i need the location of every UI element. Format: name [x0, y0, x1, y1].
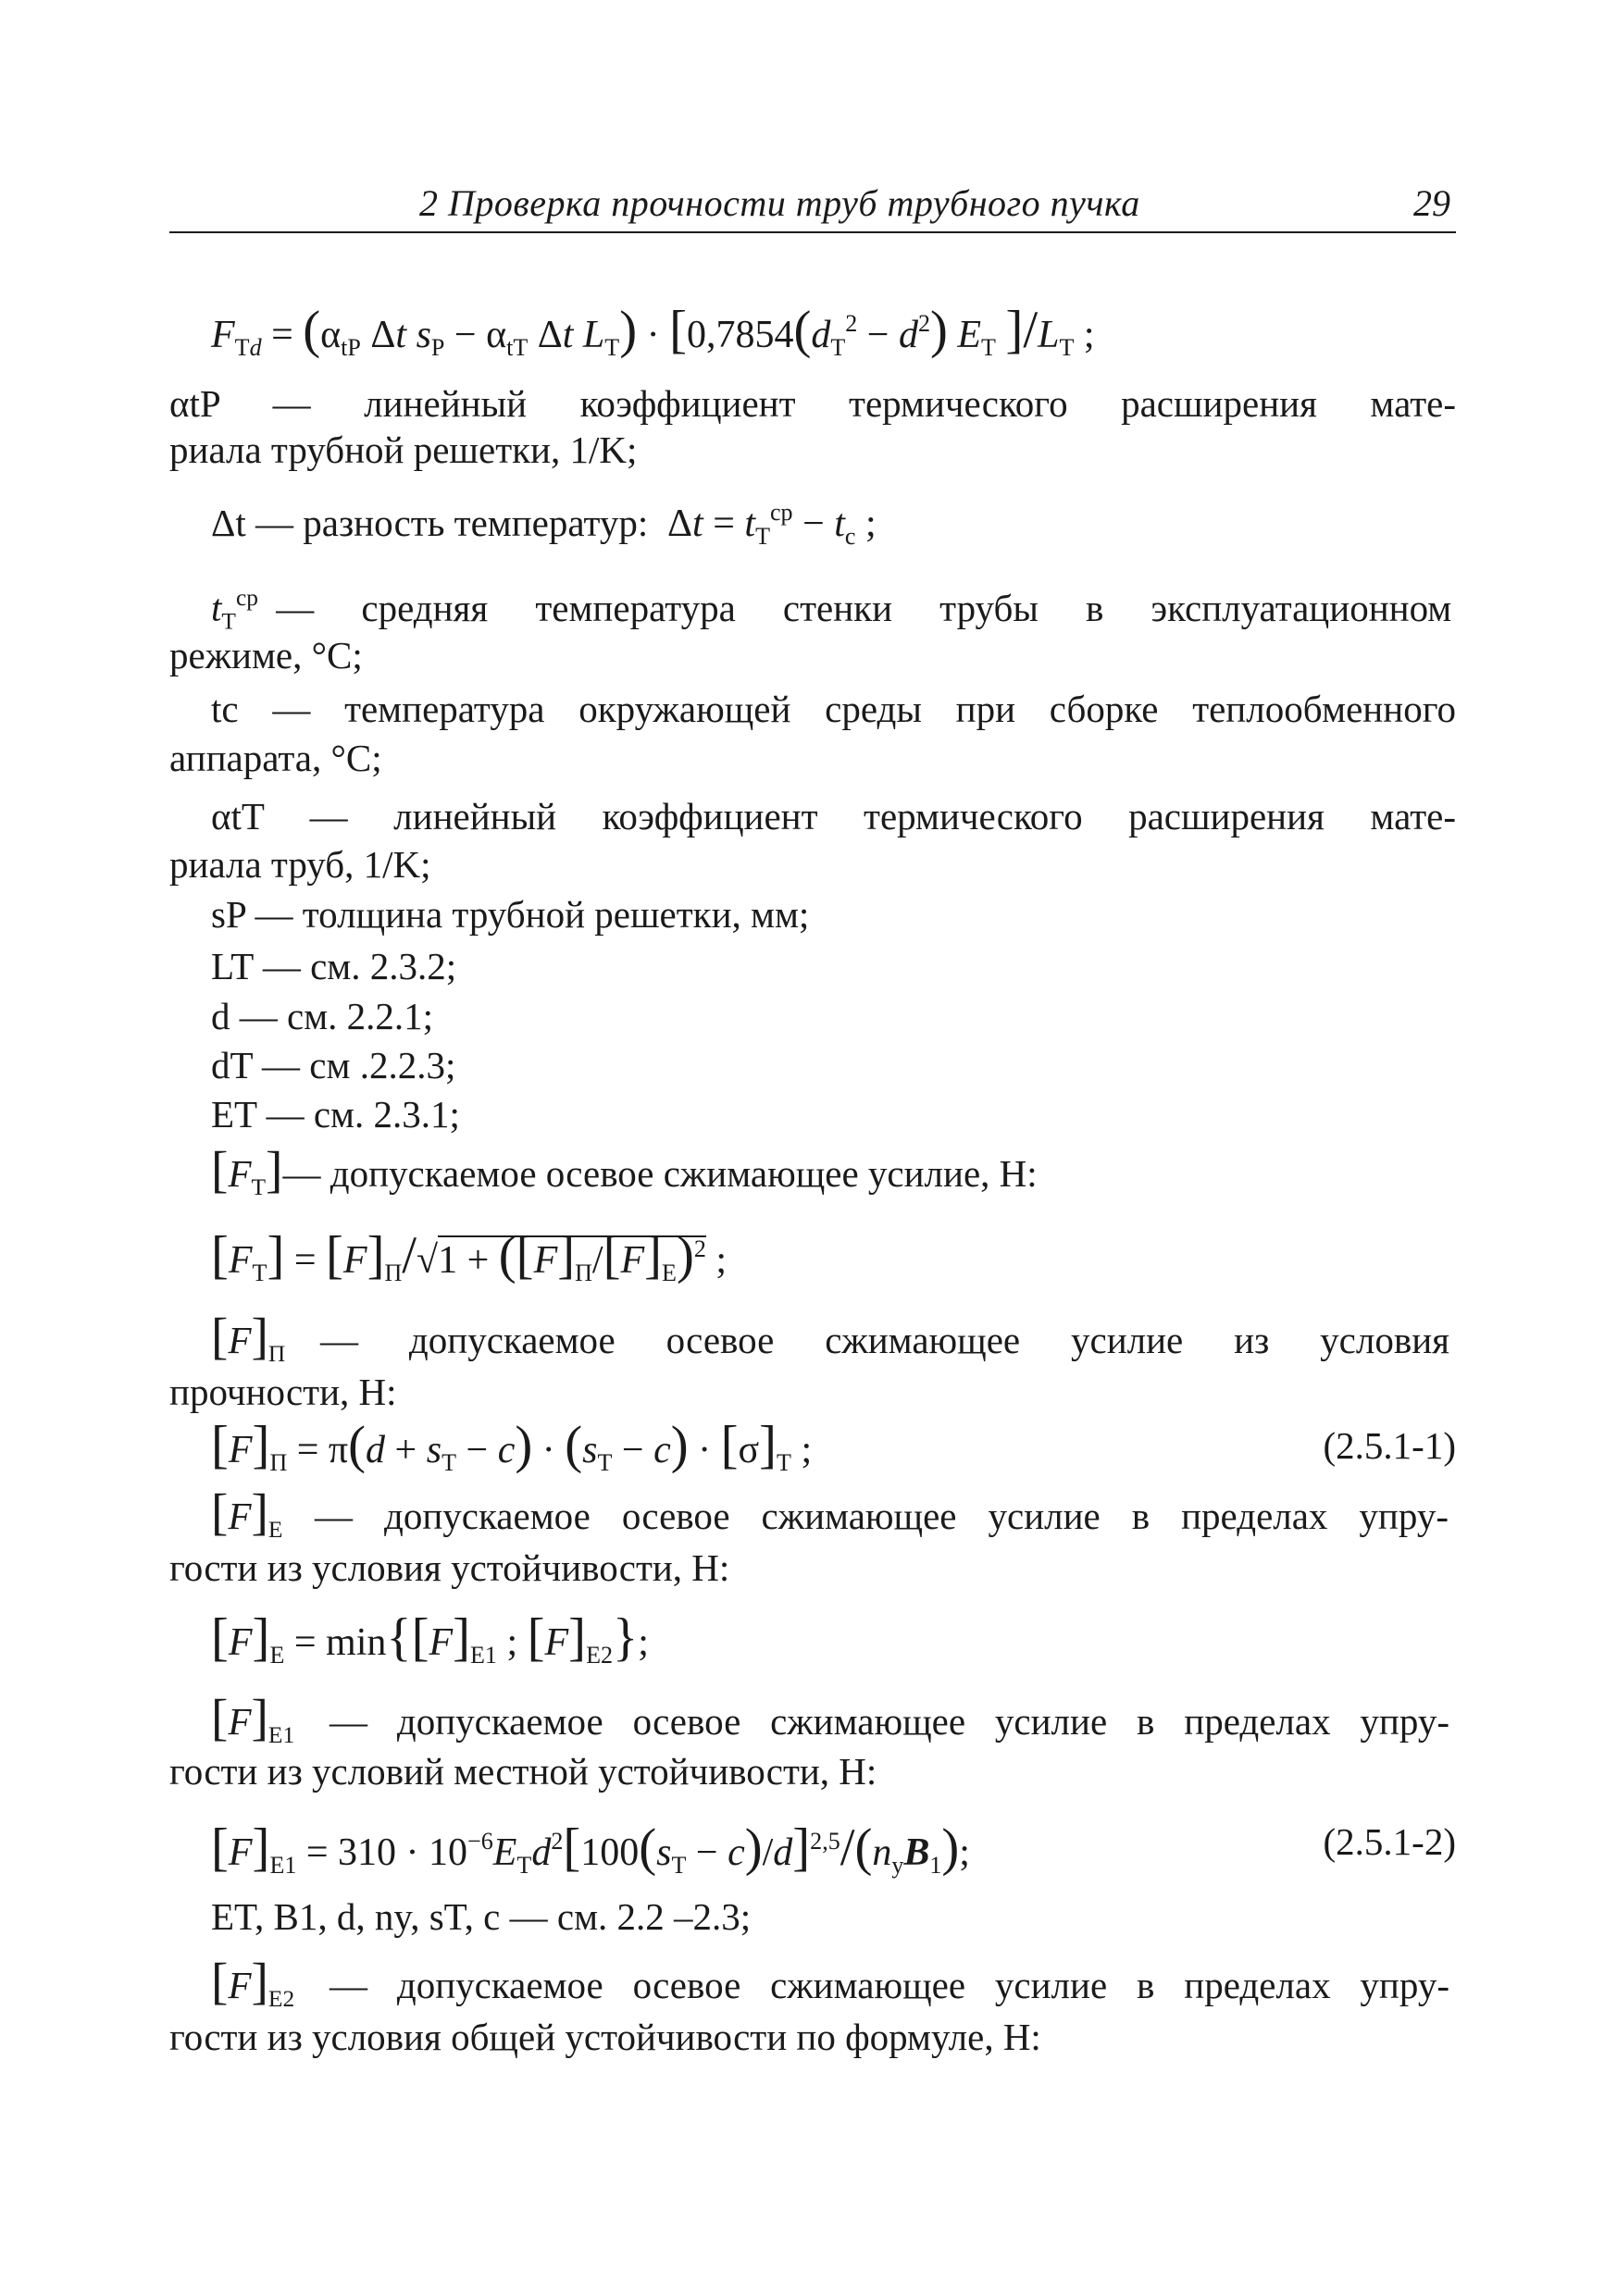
formula-fe: $[F]_E = \min\{[F]_{E1}$ ; $[F]_{E2}$};: [211, 1608, 649, 1669]
const-100: 100: [580, 1831, 640, 1874]
page-number: 29: [1413, 182, 1450, 224]
running-header: [169, 181, 1456, 233]
formula-fp: $[F]_П = \pi(d + s_T - c) \cdot (s_T - c) \cdot [\sigma]_T$ ;: [211, 1416, 813, 1477]
formula-dt: $\Delta t = t_T^{ср} - t_c$ ;: [657, 499, 877, 551]
symbol-ttcp: $t_T^{ср}$: [211, 585, 258, 635]
symbol-fp: $[F]_П$: [211, 1308, 286, 1367]
text-line: прочности, Н:: [169, 1371, 397, 1413]
symbol-fe: $[F]_E$: [211, 1483, 283, 1543]
symbol-fe2: $[F]_{E2}$: [211, 1953, 295, 2012]
formula-ft: $[F_T] = [F]_П/√1 + ([F]_П/[F]_E)^2$ ;: [211, 1225, 728, 1287]
fe2-definition: — допускаемое осевое сжимающее усилие в пределах упру-: [330, 1964, 1449, 2006]
header-title: 2 Проверка прочности труб трубного пучка: [419, 182, 1140, 224]
text-line: риала трубной решетки, 1/K;: [169, 428, 638, 471]
min-label: min: [326, 1621, 387, 1664]
exp-minus6: −6: [467, 1828, 493, 1855]
fe1-definition: — допускаемое осевое сжимающее усилие в пределах упру-: [330, 1700, 1449, 1743]
text-line: ET, B1, d, ny, sT, c — см. 2.2 –2.3;: [211, 1895, 752, 1938]
text-line: гости из условий местной устойчивости, Н:: [169, 1750, 877, 1793]
dt-definition: Δt — разность температур:: [211, 501, 649, 544]
equation-number: (2.5.1-1): [1323, 1424, 1456, 1467]
text-line: режиме, °C;: [169, 634, 363, 676]
text-line-dt: [211, 489, 1456, 561]
text-line: d — см. 2.2.1;: [211, 995, 434, 1037]
exp-25: 2,5: [810, 1828, 840, 1855]
text-line: гости из условия общей устойчивости по формуле, Н:: [169, 2016, 1041, 2058]
text-line: αtP — линейный коэффициент термического расширения мате-: [169, 382, 1456, 425]
formula-ftd: $F_{Td} = (\alpha_{tP}$ Δt $s_P - \alpha_{tT}$ Δt $L_T) \cdot [0,7854(d_T^2 - d^2)$ $E_T$ ]$/L_T$ ;: [211, 300, 1095, 362]
ft-definition: — допускаемое осевое сжимающее усилие, Н:: [282, 1152, 1038, 1195]
formula-fe1: $[F]_{E1} = 310 \cdot 10^{-6}E_Td^2[100(s_T - c)/d]^{2,5}/(n_yB_1)$;: [211, 1818, 970, 1880]
text-line: гости из условия устойчивости, Н:: [169, 1546, 730, 1589]
fp-definition: — допускаемое осевое сжимающее усилие из условия: [320, 1319, 1449, 1361]
text-line-ft: [211, 1141, 1498, 1211]
text-line: риала труб, 1/K;: [169, 843, 431, 886]
text-line: dT — см .2.2.3;: [211, 1044, 456, 1086]
text-line: αtT — линейный коэффициент термического расширения мате-: [211, 795, 1456, 838]
equation-number: (2.5.1-2): [1323, 1820, 1456, 1863]
fe-definition: — допускаемое осевое сжимающее усилие в пределах упру-: [315, 1495, 1449, 1537]
symbol-ft: $[F_T]$: [211, 1141, 283, 1200]
ttcp-definition: — средняя температура стенки трубы в эксплуатационном: [276, 586, 1452, 629]
text-line: tc — температура окружающей среды при сборке теплообменного: [211, 688, 1456, 730]
text-line: аппарата, °C;: [169, 737, 382, 779]
symbol-fe1: $[F]_{E1}$: [211, 1689, 295, 1748]
text-line: ET — см. 2.3.1;: [211, 1093, 460, 1136]
const-310: 310: [338, 1831, 397, 1874]
text-line: sP — толщина трубной решетки, мм;: [211, 893, 810, 936]
text-line: LT — см. 2.3.2;: [211, 945, 457, 987]
coef-value: 0,7854: [686, 313, 794, 356]
